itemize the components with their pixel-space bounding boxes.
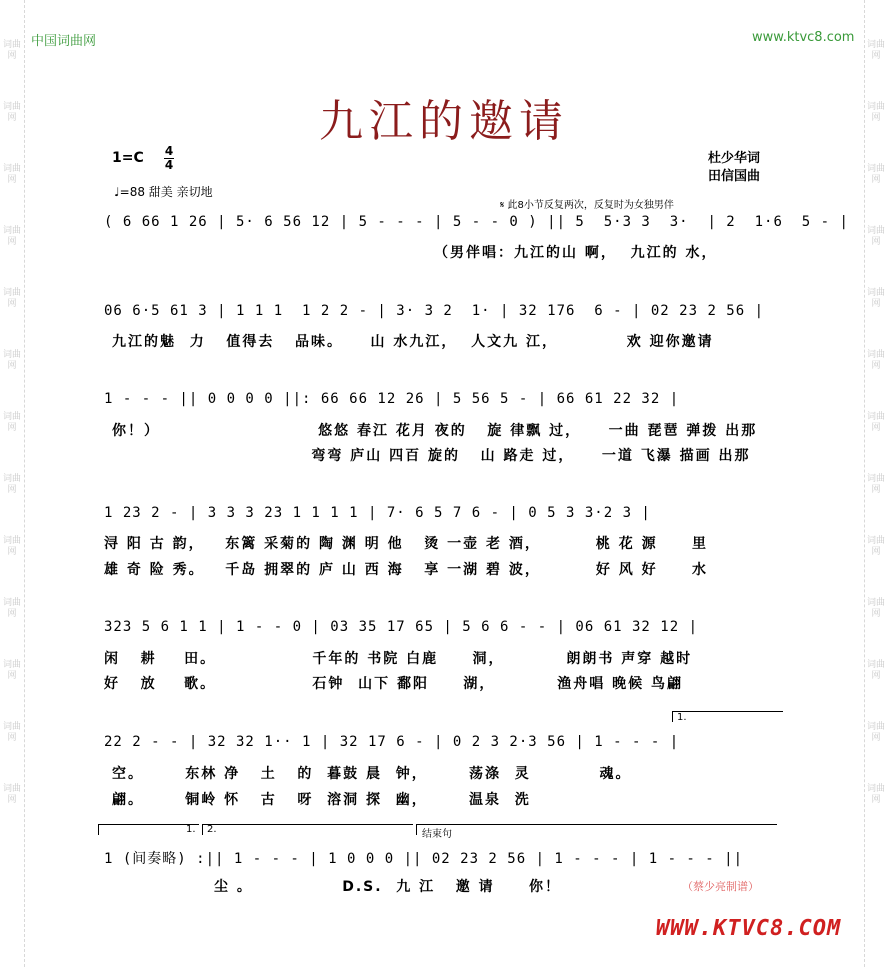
watermark-text: 词曲网: [2, 164, 21, 185]
watermark-text: 词曲网: [2, 226, 21, 247]
lyric-line-4a: 浔 阳 古 韵， 东篱 采菊的 陶 渊 明 他 烫 一壶 老 酒， 桃 花 源 里: [104, 536, 708, 552]
coda-label: 结束句: [422, 829, 452, 840]
lyric-line-6a: 空。 东林 净 土 的 暮鼓 晨 钟， 荡涤 灵 魂。: [112, 766, 632, 782]
watermark-text: 词曲网: [2, 722, 21, 743]
volta-first-label-2: 1.: [186, 824, 196, 835]
watermark-text: 词曲网: [866, 102, 885, 123]
watermark-text: 词曲网: [866, 598, 885, 619]
watermark-text: 词曲网: [2, 536, 21, 557]
site-name-link[interactable]: 中国词曲网: [31, 34, 97, 49]
watermark-text: 词曲网: [2, 784, 21, 805]
watermark-text: 词曲网: [866, 412, 885, 433]
watermark-text: 词曲网: [2, 40, 21, 61]
tempo-marking: ♩=88 甜美 亲切地: [114, 185, 213, 199]
watermark-text: 词曲网: [866, 40, 885, 61]
composer: 田信国曲: [708, 169, 761, 184]
lyric-line-5b: 好 放 歌。 石钟 山下 鄱阳 湖， 渔舟唱 晚候 鸟翩: [104, 676, 683, 692]
watermark-text: 词曲网: [866, 722, 885, 743]
arranger-credit: （蔡少亮制谱）: [682, 880, 759, 893]
lyric-line-6b: 翩。 铜岭 怀 古 呀 溶洞 探 幽， 温泉 洗: [112, 792, 531, 808]
volta-second-label: 2.: [207, 824, 217, 835]
lyric-line-3a: 你！） 悠悠 春江 花月 夜的 旋 律飘 过， 一曲 琵琶 弹拨 出那: [112, 423, 758, 439]
lyricist: 杜少华词: [708, 151, 761, 166]
watermark-text: 词曲网: [2, 350, 21, 371]
watermark-text: 词曲网: [2, 660, 21, 681]
lyric-line-1: （男伴唱：九江的山 啊， 九江的 水，: [434, 245, 718, 261]
watermark-text: 词曲网: [2, 288, 21, 309]
time-signature-bottom: 4: [164, 158, 174, 172]
volta-bracket-1: [672, 711, 783, 722]
notation-line-3: 1 - - - || 0 0 0 0 ||: 66 66 12 26 | 5 56 5 - | 66 61 22 32 |: [104, 391, 680, 407]
watermark-text: 词曲网: [866, 660, 885, 681]
notation-line-4: 1 23 2 - | 3 3 3 23 1 1 1 1 | 7· 6 5 7 6 - | 0 5 3 3·2 3 |: [104, 505, 651, 521]
watermark-text: 词曲网: [2, 102, 21, 123]
watermark-text: 词曲网: [2, 598, 21, 619]
credits: [708, 150, 760, 186]
watermark-text: 词曲网: [2, 412, 21, 433]
watermark-text: 词曲网: [866, 288, 885, 309]
repeat-note: 𝄋 此8小节反复两次，反复时为女独男伴: [500, 200, 674, 211]
watermark-text: 词曲网: [866, 474, 885, 495]
volta-bracket-second: [202, 824, 413, 835]
coda-bracket: [416, 824, 777, 835]
song-title: 九江的邀请: [319, 96, 569, 147]
footer-url-link[interactable]: WWW.KTVC8.COM: [656, 916, 842, 941]
lyric-line-5a: 闲 耕 田。 千年的 书院 白鹿 洞， 朗朗书 声穿 越时: [104, 651, 693, 667]
watermark-text: 词曲网: [866, 784, 885, 805]
time-signature-top: 4: [164, 144, 174, 158]
watermark-text: 词曲网: [866, 226, 885, 247]
watermark-text: 词曲网: [866, 350, 885, 371]
key-signature: 1=C: [112, 150, 144, 166]
lyric-line-2: 九江的魅 力 值得去 品味。 山 水九江， 人文九 江， 欢 迎你邀请: [112, 334, 714, 350]
notation-line-1: ( 6 66 1 26 | 5· 6 56 12 | 5 - - - | 5 - - 0 ) || 5 5·3 3 3· | 2 1·6 5 - |: [104, 214, 849, 230]
lyric-line-4b: 雄 奇 险 秀。 千岛 拥翠的 庐 山 西 海 享 一湖 碧 波， 好 风 好 水: [104, 562, 708, 578]
volta-bracket-first: [98, 824, 199, 835]
notation-line-2: 06 6·5 61 3 | 1 1 1 1 2 2 - | 3· 3 2 1· | 32 176 6 - | 02 23 2 56 |: [104, 303, 765, 319]
volta-first-label: 1.: [677, 712, 687, 723]
notation-line-7: 1 (间奏略) :|| 1 - - - | 1 0 0 0 || 02 23 2 56 | 1 - - - | 1 - - - ||: [104, 851, 744, 867]
watermark-text: 词曲网: [866, 536, 885, 557]
lyric-line-3b: 弯弯 庐山 四百 旋的 山 路走 过， 一道 飞瀑 描画 出那: [112, 448, 751, 464]
watermark-text: 词曲网: [2, 474, 21, 495]
notation-line-6: 22 2 - - | 32 32 1·· 1 | 32 17 6 - | 0 2 3 2·3 56 | 1 - - - |: [104, 734, 680, 750]
time-signature: [164, 145, 174, 172]
notation-line-5: 323 5 6 1 1 | 1 - - 0 | 03 35 17 65 | 5 6 6 - - | 06 61 32 12 |: [104, 619, 699, 635]
watermark-text: 词曲网: [866, 164, 885, 185]
lyric-line-7: 尘 。 D.S. 九 江 邀 请 你！: [104, 879, 562, 895]
site-url-link[interactable]: www.ktvc8.com: [752, 30, 855, 45]
